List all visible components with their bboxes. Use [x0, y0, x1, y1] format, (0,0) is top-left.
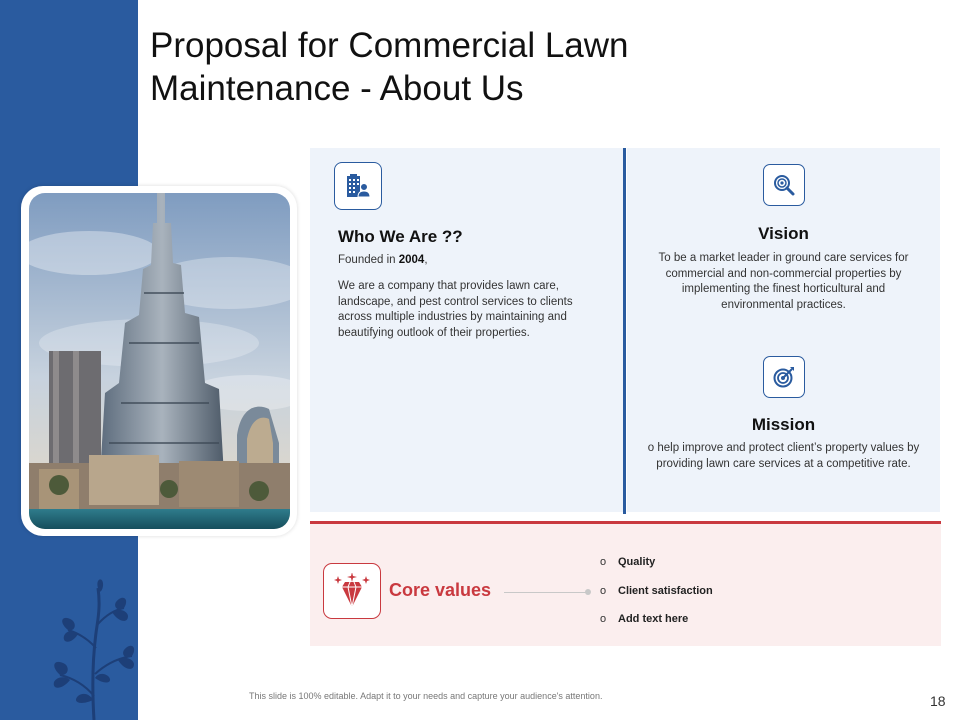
bullet: o — [600, 556, 607, 568]
founded-prefix: Founded in — [338, 254, 399, 266]
slide-title: Proposal for Commercial Lawn Maintenance - About Us — [150, 26, 629, 108]
founded-line — [338, 254, 428, 266]
footer-note: This slide is 100% editable. Adapt it to your needs and capture your audience's attention. — [249, 691, 603, 701]
office-building-person-icon — [334, 162, 382, 210]
bullet: o — [600, 613, 607, 625]
photo-frame — [21, 186, 297, 536]
target-arrow-icon — [763, 356, 805, 398]
list-item — [600, 613, 713, 642]
core-value-text: Add text here — [618, 613, 689, 625]
core-values-label: Core values — [389, 580, 492, 600]
who-we-are-heading: Who We Are ?? — [338, 227, 463, 246]
core-value-text: Quality — [618, 556, 656, 568]
founded-suffix: , — [424, 254, 428, 266]
core-value-text: Client satisfaction — [618, 584, 713, 597]
core-values-top-line — [310, 521, 941, 524]
skyscraper-photo — [29, 193, 290, 529]
list-item — [600, 556, 713, 585]
vision-text: To be a market leader in ground care services for commercial and non-commercial properties by implementing the finest horticultural and environmental practices. — [658, 252, 909, 311]
plant-silhouette-icon — [48, 578, 138, 720]
panel-divider — [623, 148, 626, 514]
mission-text: o help improve and protect client’s property values by providing lawn care services at a competitive rate. — [647, 442, 920, 470]
vision-heading: Vision — [758, 224, 809, 243]
list-item — [600, 585, 713, 614]
bullet: o — [600, 584, 607, 597]
core-values-connector-dot — [585, 589, 591, 595]
page-number: 18 — [930, 693, 946, 709]
magnifier-target-icon — [763, 164, 805, 206]
who-we-are-text: We are a company that provides lawn care, landscape, and pest control services to clients across multiple industries by maintaining and beautifying outlook of their properties. — [338, 280, 573, 339]
founded-year: 2004 — [398, 254, 425, 266]
core-values-list — [600, 556, 713, 642]
diamond-sparkle-icon — [323, 563, 381, 619]
core-values-connector — [504, 592, 588, 593]
mission-heading: Mission — [751, 415, 816, 434]
